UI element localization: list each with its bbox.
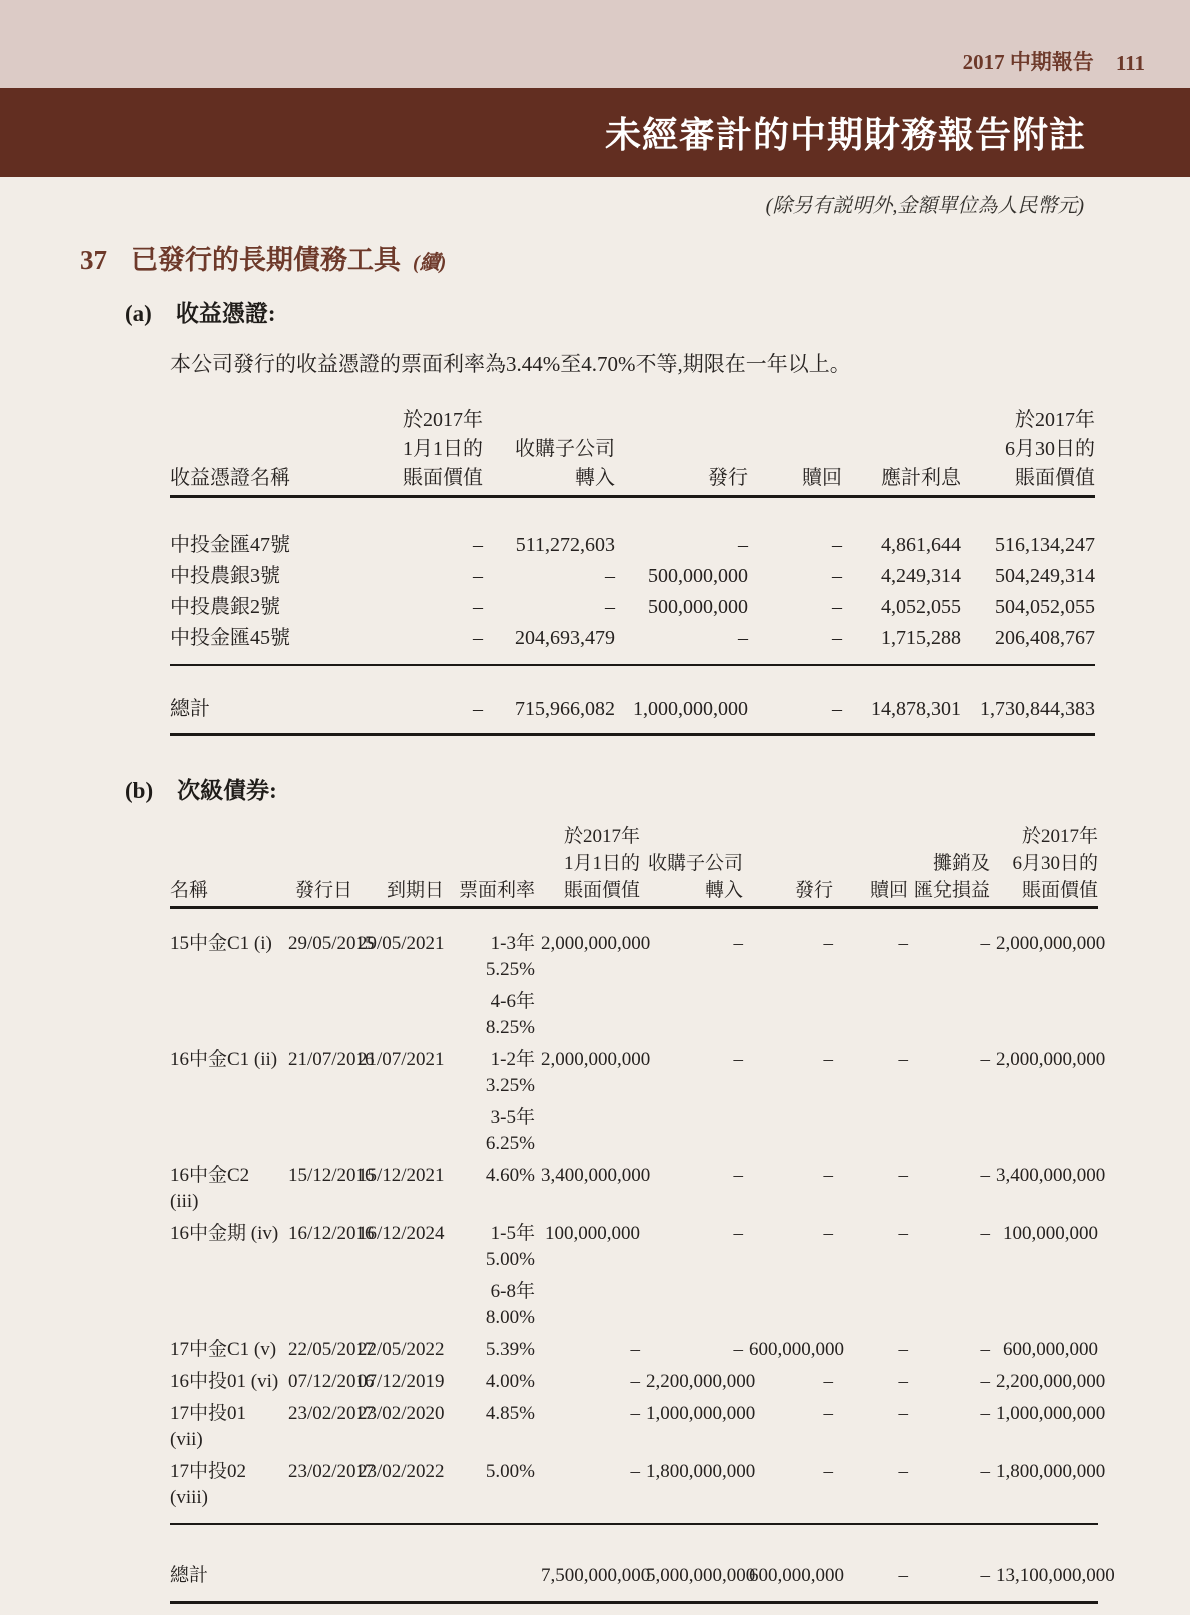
cell-transfer: – bbox=[733, 1223, 743, 1244]
cell-redeem: – bbox=[898, 1223, 908, 1244]
col-closing-header: 於2017年 6月30日的 賬面價值 bbox=[961, 404, 1095, 497]
col-closing-header: 於2017年 6月30日的 賬面價值 bbox=[990, 821, 1098, 908]
cell-name: 16中投01 (vi) bbox=[170, 1371, 279, 1392]
cell-redeem: – bbox=[832, 565, 842, 587]
cell-rate: 1-5年5.00% 6-8年8.00% bbox=[485, 1223, 535, 1328]
cell-name: 17中金C1 (v) bbox=[170, 1339, 277, 1360]
cell-closing: 100,000,000 bbox=[1003, 1223, 1098, 1244]
part-b-heading bbox=[125, 772, 1190, 805]
total-row bbox=[170, 1524, 1098, 1603]
cell-maturity: 21/07/2021 bbox=[358, 1049, 445, 1070]
cell-issue: 600,000,000 bbox=[749, 1339, 844, 1360]
cell-issue: – bbox=[615, 623, 748, 665]
cell-transfer: 2,200,000,000 bbox=[646, 1371, 756, 1392]
table-row bbox=[170, 908, 1098, 1045]
cell-redeem: – bbox=[898, 1339, 908, 1360]
cell-opening: – bbox=[340, 665, 483, 735]
cell-redeem: – bbox=[748, 623, 842, 665]
cell-transfer: – bbox=[733, 1049, 743, 1070]
table-row bbox=[170, 1456, 1098, 1524]
col-name-header: 名稱 bbox=[170, 821, 282, 908]
cell-fx: – bbox=[980, 1403, 990, 1424]
cell-opening: – bbox=[630, 1371, 640, 1392]
section-heading bbox=[80, 238, 1190, 277]
cell-maturity bbox=[352, 1524, 444, 1603]
cell-closing: 1,730,844,383 bbox=[961, 665, 1095, 735]
cell-opening: – bbox=[473, 596, 483, 618]
cell-maturity: 16/12/2024 bbox=[358, 1223, 445, 1244]
cell-opening: – bbox=[340, 623, 483, 665]
cell-transfer: 715,966,082 bbox=[483, 665, 615, 735]
page-header-band bbox=[0, 0, 1190, 88]
cell-redeem: – bbox=[898, 1371, 908, 1392]
cell-issue-date: 07/12/2016 bbox=[288, 1371, 375, 1392]
banner bbox=[0, 88, 1190, 177]
col-issue-header: 發行 bbox=[743, 821, 833, 908]
cell-fx: – bbox=[980, 1339, 990, 1360]
table-row bbox=[170, 1044, 1098, 1160]
cell-maturity: 23/02/2020 bbox=[358, 1403, 445, 1424]
cell-opening: 2,000,000,000 bbox=[541, 1049, 651, 1070]
cell-closing: 3,400,000,000 bbox=[996, 1165, 1106, 1186]
cell-name: 16中金期 (iv) bbox=[170, 1223, 279, 1244]
cell-rate: 4.00% bbox=[485, 1371, 535, 1392]
table-row bbox=[170, 497, 1095, 562]
page-number: 111 bbox=[1115, 51, 1145, 75]
cell-name: 中投金匯45號 bbox=[170, 623, 340, 665]
currency-note: (除另有説明外,金額單位為人民幣元) bbox=[765, 195, 1084, 217]
cell-name: 17中投01 (vii) bbox=[170, 1403, 247, 1450]
col-maturity-header: 到期日 bbox=[352, 821, 444, 908]
col-opening-header: 於2017年 1月1日的 賬面價值 bbox=[340, 404, 483, 497]
table-a-header-row bbox=[170, 404, 1095, 497]
cell-redeem: – bbox=[833, 1524, 908, 1603]
cell-issue: – bbox=[823, 933, 833, 954]
cell-issue-date: 29/05/2015 bbox=[288, 933, 375, 954]
part-b-label: (b) bbox=[125, 778, 154, 803]
cell-closing: 1,800,000,000 bbox=[990, 1456, 1098, 1524]
table-b-header-row bbox=[170, 821, 1098, 908]
cell-name: 中投金匯47號 bbox=[170, 534, 290, 556]
cell-fx: – bbox=[980, 1371, 990, 1392]
col-redeem-header: 贖回 bbox=[833, 821, 908, 908]
cell-fx: – bbox=[980, 1049, 990, 1070]
part-a-intro: 本公司發行的收益憑證的票面利率為3.44%至4.70%不等,期限在一年以上。 bbox=[170, 352, 851, 376]
cell-opening: 100,000,000 bbox=[545, 1223, 640, 1244]
col-rate-header: 票面利率 bbox=[444, 821, 535, 908]
total-row bbox=[170, 665, 1095, 735]
cell-closing: 2,000,000,000 bbox=[996, 933, 1106, 954]
cell-fx: – bbox=[980, 1165, 990, 1186]
cell-interest: 4,861,644 bbox=[881, 534, 961, 556]
cell-maturity: 23/02/2022 bbox=[352, 1456, 444, 1524]
cell-issue-date: 16/12/2016 bbox=[288, 1223, 375, 1244]
cell-closing: 2,200,000,000 bbox=[996, 1371, 1106, 1392]
cell-opening: – bbox=[473, 565, 483, 587]
cell-name: 16中金C1 (ii) bbox=[170, 1049, 278, 1070]
cell-redeem: – bbox=[898, 1049, 908, 1070]
cell-redeem: – bbox=[898, 1403, 908, 1424]
cell-issue: – bbox=[823, 1371, 833, 1392]
table-row bbox=[170, 1160, 1098, 1218]
cell-issue: 500,000,000 bbox=[648, 596, 748, 618]
cell-maturity: 07/12/2019 bbox=[358, 1371, 445, 1392]
col-opening-header: 於2017年 1月1日的 賬面價值 bbox=[535, 821, 640, 908]
cell-issue: – bbox=[823, 1223, 833, 1244]
cell-issue-date: 23/02/2017 bbox=[282, 1456, 352, 1524]
cell-redeem: – bbox=[832, 596, 842, 618]
cell-issue: 600,000,000 bbox=[743, 1524, 833, 1603]
table-row bbox=[170, 1334, 1098, 1366]
table-row bbox=[170, 1366, 1098, 1398]
cell-rate: 4.60% bbox=[485, 1165, 535, 1186]
cell-issue-date: 22/05/2017 bbox=[288, 1339, 375, 1360]
income-certificates-table bbox=[170, 404, 1095, 736]
cell-closing: 1,000,000,000 bbox=[996, 1403, 1106, 1424]
col-name-header: 收益憑證名稱 bbox=[170, 404, 340, 497]
col-interest-header: 應計利息 bbox=[842, 404, 961, 497]
cell-transfer: – bbox=[733, 1339, 743, 1360]
cell-issue: 500,000,000 bbox=[648, 565, 748, 587]
cell-redeem: – bbox=[898, 1165, 908, 1186]
cell-transfer: – bbox=[733, 1165, 743, 1186]
cell-name: 中投農銀3號 bbox=[170, 565, 280, 587]
cell-fx: – bbox=[980, 933, 990, 954]
cell-maturity: 22/05/2022 bbox=[358, 1339, 445, 1360]
cell-closing: 206,408,767 bbox=[961, 623, 1095, 665]
section-number: 37 bbox=[80, 245, 107, 275]
col-transfer-header: 收購子公司 轉入 bbox=[483, 404, 615, 497]
cell-issue-date: 15/12/2016 bbox=[288, 1165, 375, 1186]
col-fx-header: 攤銷及 匯兌損益 bbox=[908, 821, 990, 908]
cell-redeem: – bbox=[898, 933, 908, 954]
table-row bbox=[170, 1218, 1098, 1334]
table-row bbox=[170, 623, 1095, 665]
cell-opening: – bbox=[473, 534, 483, 556]
cell-issue-date bbox=[282, 1524, 352, 1603]
cell-redeem: – bbox=[748, 665, 842, 735]
cell-name: 總計 bbox=[170, 1524, 282, 1603]
cell-name: 總計 bbox=[170, 665, 340, 735]
cell-issue: – bbox=[823, 1403, 833, 1424]
cell-issue: – bbox=[823, 1049, 833, 1070]
cell-closing: 504,052,055 bbox=[995, 596, 1095, 618]
part-a-title: 收益憑證: bbox=[175, 301, 276, 326]
table-row bbox=[170, 561, 1095, 592]
cell-transfer: – bbox=[605, 565, 615, 587]
cell-name: 15中金C1 (i) bbox=[170, 933, 272, 954]
report-title-small: 2017 中期報告 bbox=[962, 50, 1094, 74]
cell-fx: – bbox=[908, 1524, 990, 1603]
cell-interest: 4,249,314 bbox=[881, 565, 961, 587]
cell-issue: 1,000,000,000 bbox=[615, 665, 748, 735]
cell-maturity: 29/05/2021 bbox=[358, 933, 445, 954]
cell-transfer: – bbox=[605, 596, 615, 618]
cell-rate: 1-3年5.25% 4-6年8.25% bbox=[485, 933, 535, 1038]
cell-closing: 516,134,247 bbox=[995, 534, 1095, 556]
cell-transfer: – bbox=[733, 933, 743, 954]
cell-name: 中投農銀2號 bbox=[170, 596, 280, 618]
cell-transfer: 1,000,000,000 bbox=[646, 1403, 756, 1424]
banner-title: 未經審計的中期財務報告附註 bbox=[604, 115, 1086, 155]
part-a-label: (a) bbox=[125, 301, 152, 326]
cell-issue: – bbox=[743, 1456, 833, 1524]
table-row bbox=[170, 592, 1095, 623]
cell-issue-date: 23/02/2017 bbox=[288, 1403, 375, 1424]
col-issue-date-header: 發行日 bbox=[282, 821, 352, 908]
cell-maturity: 15/12/2021 bbox=[358, 1165, 445, 1186]
cell-transfer: 5,000,000,000 bbox=[640, 1524, 743, 1603]
cell-opening: – bbox=[535, 1456, 640, 1524]
cell-redeem: – bbox=[832, 534, 842, 556]
cell-opening: – bbox=[630, 1339, 640, 1360]
cell-rate bbox=[444, 1524, 535, 1603]
cell-transfer: 511,272,603 bbox=[515, 534, 615, 556]
section-continued: (續) bbox=[413, 252, 447, 274]
col-redeem-header: 贖回 bbox=[748, 404, 842, 497]
part-a-heading bbox=[125, 295, 1190, 328]
cell-closing: 2,000,000,000 bbox=[996, 1049, 1106, 1070]
cell-name: 16中金C2 (iii) bbox=[170, 1165, 250, 1212]
col-issue-header: 發行 bbox=[615, 404, 748, 497]
cell-rate: 4.85% bbox=[485, 1403, 535, 1424]
col-transfer-header: 收購子公司 轉入 bbox=[640, 821, 743, 908]
part-b-title: 次級債券: bbox=[177, 778, 277, 803]
cell-issue: – bbox=[738, 534, 748, 556]
cell-interest: 1,715,288 bbox=[842, 623, 961, 665]
cell-closing: 600,000,000 bbox=[1003, 1339, 1098, 1360]
cell-opening: 7,500,000,000 bbox=[535, 1524, 640, 1603]
cell-opening: 3,400,000,000 bbox=[541, 1165, 651, 1186]
cell-closing: 13,100,000,000 bbox=[990, 1524, 1098, 1603]
cell-opening: 2,000,000,000 bbox=[541, 933, 651, 954]
cell-issue: – bbox=[823, 1165, 833, 1186]
cell-redeem: – bbox=[833, 1456, 908, 1524]
cell-rate: 5.00% bbox=[444, 1456, 535, 1524]
table-row bbox=[170, 1398, 1098, 1456]
cell-interest: 14,878,301 bbox=[842, 665, 961, 735]
cell-rate: 5.39% bbox=[485, 1339, 535, 1360]
cell-fx: – bbox=[908, 1456, 990, 1524]
cell-transfer: 1,800,000,000 bbox=[640, 1456, 743, 1524]
subordinated-bonds-table bbox=[170, 821, 1115, 1604]
cell-name: 17中投02 (viii) bbox=[170, 1456, 282, 1524]
cell-issue-date: 21/07/2016 bbox=[288, 1049, 375, 1070]
cell-rate: 1-2年3.25% 3-5年6.25% bbox=[485, 1049, 535, 1154]
cell-fx: – bbox=[980, 1223, 990, 1244]
cell-closing: 504,249,314 bbox=[995, 565, 1095, 587]
cell-transfer: 204,693,479 bbox=[483, 623, 615, 665]
cell-opening: – bbox=[630, 1403, 640, 1424]
section-title: 已發行的長期債務工具 bbox=[131, 245, 401, 275]
cell-interest: 4,052,055 bbox=[881, 596, 961, 618]
